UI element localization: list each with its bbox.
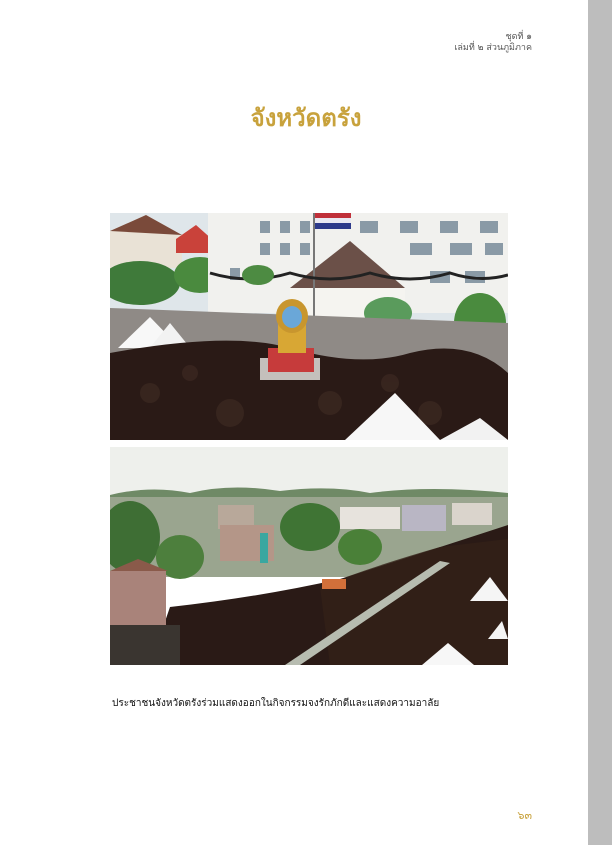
photo-street-crowd-aerial (110, 447, 508, 665)
page-number: ๖๓ (517, 809, 532, 822)
header-series: ชุดที่ ๑ (505, 32, 532, 42)
page-header (454, 32, 532, 54)
photo-provincial-hall-crowd (110, 213, 508, 440)
photo-caption: ประชาชนจังหวัดตรังร่วมแสดงออกในกิจกรรมจงรักภักดีและแสดงความอาลัย (112, 698, 440, 709)
page-title: จังหวัดตรัง (250, 104, 362, 132)
header-volume: เล่มที่ ๒ ส่วนภูมิภาค (454, 43, 532, 53)
